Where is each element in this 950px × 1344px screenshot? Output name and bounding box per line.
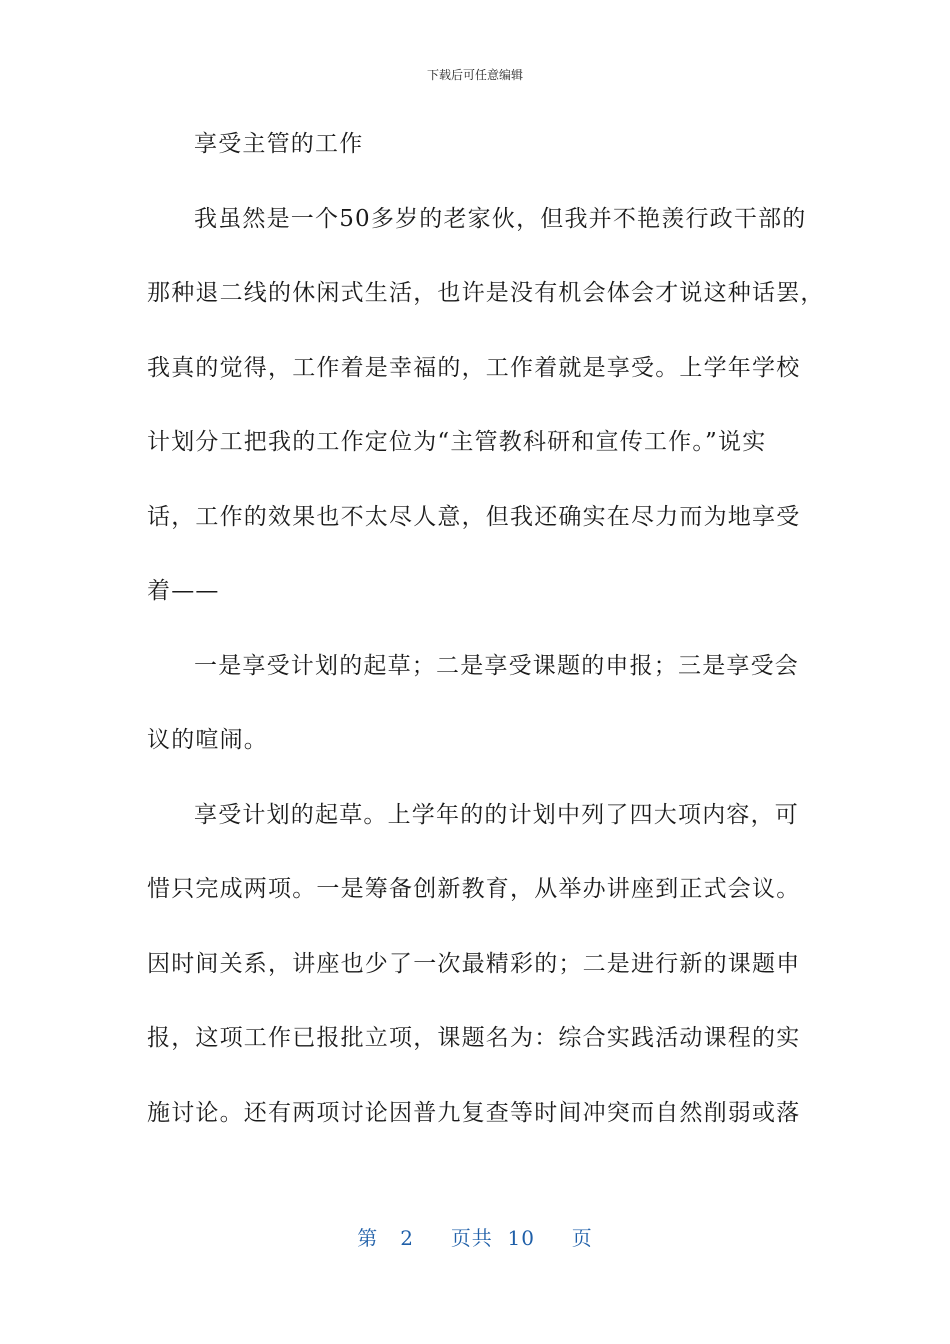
- paragraph-line: 一是享受计划的起草；二是享受课题的申报；三是享受会: [194, 652, 799, 679]
- paragraph-line: 着——: [147, 578, 220, 604]
- paragraph-line: 享受计划的起草。上学年的的计划中列了四大项内容，可: [194, 801, 799, 828]
- paragraph-line: 我虽然是一个50多岁的老家伙，但我并不艳羡行政干部的: [194, 205, 807, 232]
- page-header: 下载后可任意编辑: [426, 68, 523, 82]
- page-middle: 页共: [450, 1226, 493, 1250]
- page-prefix: 第: [357, 1226, 379, 1250]
- paragraph-line: 惜只完成两项。一是筹备创新教育，从举办讲座到正式会议。: [147, 876, 801, 902]
- paragraph-line: 话，工作的效果也不太尽人意，但我还确实在尽力而为地享受: [147, 503, 801, 530]
- paragraph-line: 计划分工把我的工作定位为“主管教科研和宣传工作。”说实: [147, 429, 767, 455]
- paragraph-line: 我真的觉得，工作着是幸福的，工作着就是享受。上学年学校: [147, 354, 801, 381]
- page-number: 2: [400, 1226, 415, 1250]
- paragraph-line: 议的喧闹。: [147, 727, 268, 753]
- document-body: [147, 125, 825, 1168]
- document-title: 享受主管的工作: [194, 131, 364, 157]
- total-pages: 10: [507, 1226, 535, 1250]
- page-footer: [0, 1224, 950, 1252]
- paragraph-line: 因时间关系，讲座也少了一次最精彩的；二是进行新的课题申: [147, 950, 801, 977]
- paragraph-line: 那种退二线的休闲式生活，也许是没有机会体会才说这种话罢，: [147, 280, 825, 306]
- page-suffix: 页: [571, 1226, 593, 1250]
- paragraph-line: 施讨论。还有两项讨论因普九复查等时间冲突而自然削弱或落: [147, 1099, 801, 1126]
- paragraph-line: 报，这项工作已报批立项，课题名为：综合实践活动课程的实: [147, 1025, 801, 1051]
